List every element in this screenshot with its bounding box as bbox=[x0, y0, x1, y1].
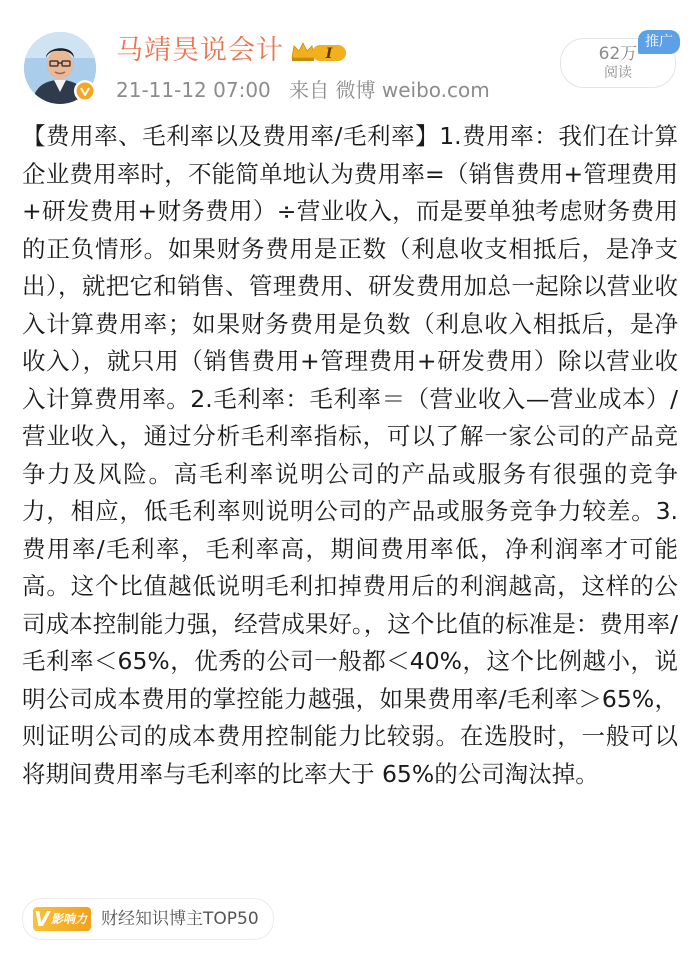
influence-badge[interactable] bbox=[22, 898, 274, 940]
author-name[interactable]: 马靖昊说会计 bbox=[116, 35, 284, 66]
post-date: 21-11-12 07:00 bbox=[116, 78, 271, 102]
influence-logo-icon bbox=[33, 907, 91, 931]
vip-crown-icon[interactable] bbox=[290, 40, 350, 64]
read-count: 62万 bbox=[598, 44, 638, 64]
post-meta bbox=[116, 78, 490, 102]
read-label: 阅读 bbox=[604, 65, 632, 81]
influence-title: 财经知识博主TOP50 bbox=[101, 909, 259, 929]
influence-logo-letter: V bbox=[34, 907, 50, 931]
verified-badge-icon bbox=[74, 80, 96, 102]
post-content: 【费用率、毛利率以及费用率/毛利率】1.费用率：我们在计算企业费用率时，不能简单地认为费用率=（销售费用+管理费用+研发费用+财务费用）÷营业收入，而是要单独考虑财务费用的正负情形。如果财务费用是正数（利息收支相抵后，是净支出），就把它和销售、管理费用、研发费用加总一起除以营业收入计算费用率；如果财务费用是负数（利息收入相抵后，是净收入），就只用（销售费用+管理费用+研发费用）除以营业收入计算费用率。2.毛利率：毛利率＝（营业收入—营业成本）/营业收入，通过分析毛利率指标，可以了解一家公司的产品竞争力及风险。高毛利率说明公司的产品或服务有很强的竞争力，相应，低毛利率则说明公司的产品或服务竞争力较差。3.费用率/毛利率，毛利率高，期间费用率低，净利润率才可能高。这个比值越低说明毛利扣掉费用后的利润越高，这样的公司成本控制能力强，经营成果好。，这个比值的标准是：费用率/毛利率＜65%，优秀的公司一般都＜40%，这个比例越小，说明公司成本费用的掌控能力越强，如果费用率/毛利率＞65%，则证明公司的成本费用控制能力比较弱。在选股时，一般可以将期间费用率与毛利率的比率大于 65%的公司淘汰掉。 bbox=[22, 122, 678, 788]
vip-level: I bbox=[325, 46, 333, 62]
post-source[interactable]: 来自 微博 weibo.com bbox=[289, 78, 490, 102]
promote-tag: 推广 bbox=[638, 30, 680, 54]
influence-logo-text: 影响力 bbox=[51, 912, 88, 926]
